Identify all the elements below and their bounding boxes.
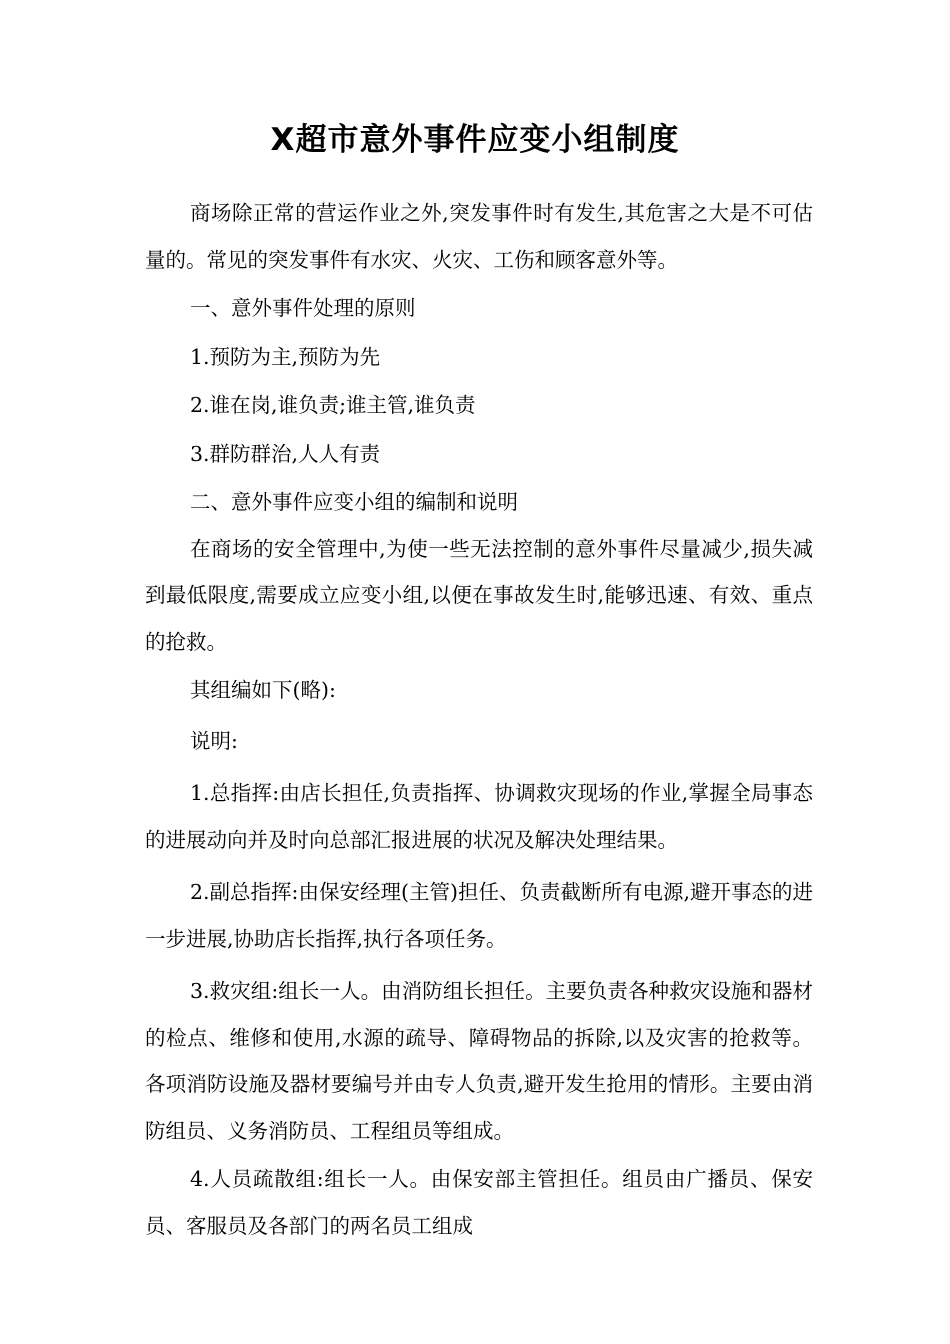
- principle-item-1: 1.预防为主,预防为先: [190, 344, 381, 369]
- principle-item-2: 2.谁在岗,谁负责;谁主管,谁负责: [190, 393, 476, 417]
- note-item-2: 2.副总指挥:由保安经理(主管)担任、负责截断所有电源,避开事态的进一步进展,协助店长指挥,执行各项任务。: [145, 880, 813, 951]
- document-body: [145, 190, 813, 1249]
- note-item-1: 1.总指挥:由店长担任,负责指挥、协调救灾现场的作业,掌握全局事态的进展动向并及时向总部汇报进展的状况及解决处理结果。: [145, 781, 813, 852]
- section-heading-organization: 二、意外事件应变小组的编制和说明: [190, 490, 518, 514]
- note-item-4: 4.人员疏散组:组长一人。由保安部主管担任。组员由广播员、保安员、客服员及各部门的两名员工组成: [145, 1167, 813, 1238]
- paragraph-structure: 其组编如下(略):: [190, 678, 336, 702]
- paragraph-organization: 在商场的安全管理中,为使一些无法控制的意外事件尽量减少,损失减到最低限度,需要成立应变小组,以便在事故发生时,能够迅速、有效、重点的抢救。: [145, 536, 813, 654]
- document-title: X超市意外事件应变小组制度: [270, 122, 680, 158]
- paragraph-notes-label: 说明:: [190, 728, 238, 753]
- principle-item-3: 3.群防群治,人人有责: [190, 441, 381, 466]
- note-item-3: 3.救灾组:组长一人。由消防组长担任。主要负责各种救灾设施和器材的检点、维修和使用,水源的疏导、障碍物品的拆除,以及灾害的抢救等。各项消防设施及器材要编号并由专人负责,避开发生抢用的情形。主要由消防组员、义务消防员、工程组员等组成。: [145, 979, 813, 1143]
- paragraph-intro: 商场除正常的营运作业之外,突发事件时有发生,其危害之大是不可估量的。常见的突发事件有水灾、火灾、工伤和顾客意外等。: [145, 201, 813, 272]
- section-heading-principles: 一、意外事件处理的原则: [190, 296, 416, 320]
